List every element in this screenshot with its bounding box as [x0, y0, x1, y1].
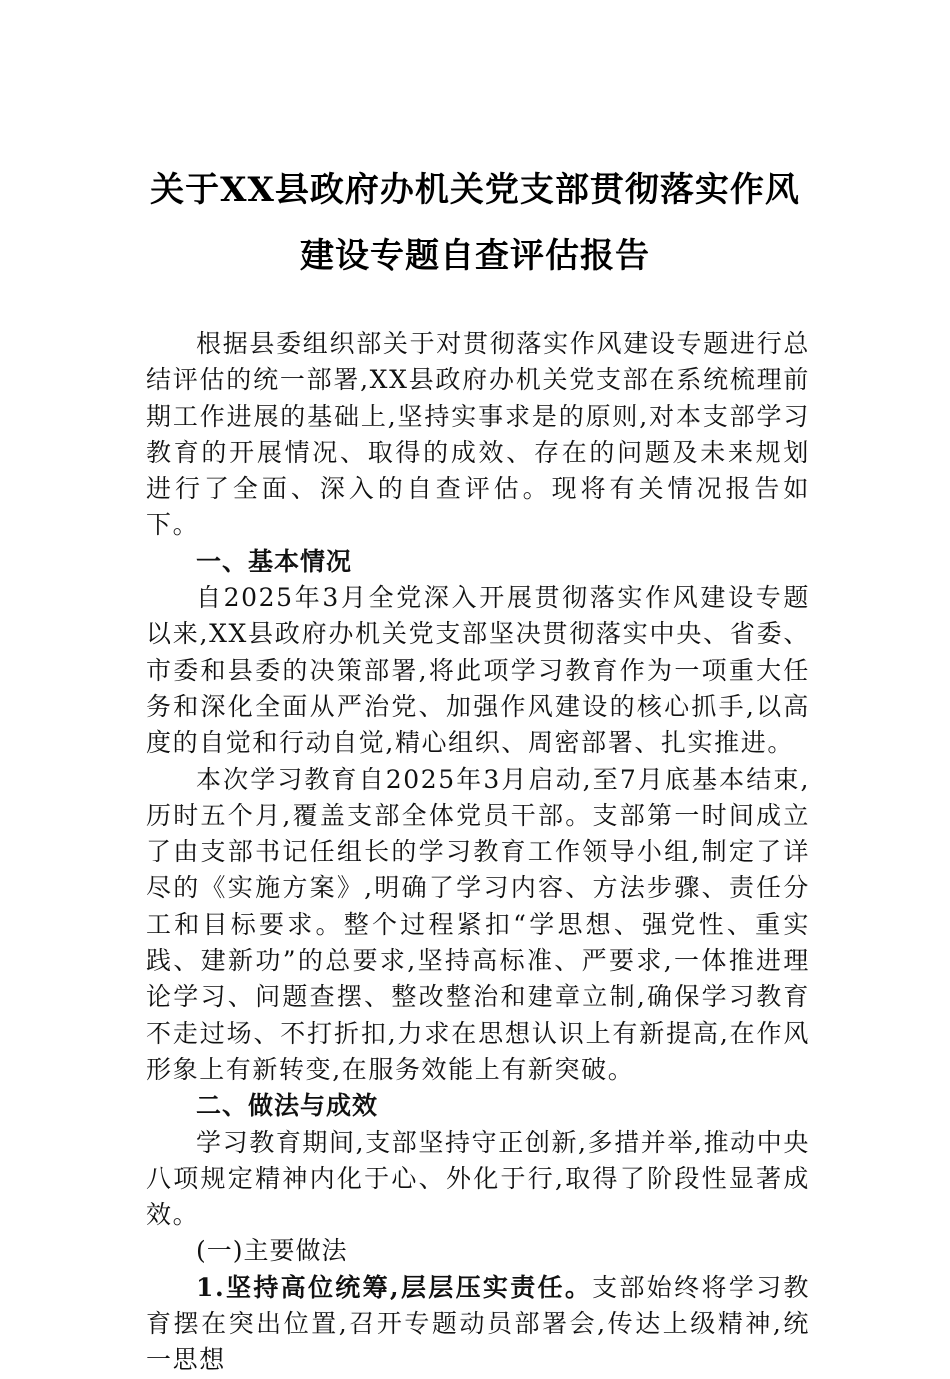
document-body	[146, 326, 810, 1379]
practice-item-1	[146, 1270, 810, 1379]
section-heading-practices-results: 二、做法与成效	[196, 1091, 379, 1121]
basic-situation-paragraph-1: 自2025年3月全党深入开展贯彻落实作风建设专题以来,XX县政府办机关党支部坚决贯彻落实中央、省委、市委和县委的决策部署,将此项学习教育作为一项重大任务和深化全面从严治党、加强作风建设的核心抓手,以高度的自觉和行动自觉,精心组织、周密部署、扎实推进。	[146, 583, 810, 758]
document-title-line-1: 关于XX县政府办机关党支部贯彻落实作风	[150, 170, 800, 210]
subsection-heading-main-practices: (一)主要做法	[196, 1236, 348, 1266]
practice-item-1-text: 支部始终将学习教育摆在突出位置,召开专题动员部署会,传达上级精神,统一思想	[146, 1272, 810, 1375]
practice-item-1-lead: 1.坚持高位统筹,层层压实责任。	[196, 1272, 593, 1302]
basic-situation-paragraph-2: 本次学习教育自2025年3月启动,至7月底基本结束,历时五个月,覆盖支部全体党员干部。支部第一时间成立了由支部书记任组长的学习教育工作领导小组,制定了详尽的《实施方案》,明确了学习内容、方法步骤、责任分工和目标要求。整个过程紧扣“学思想、强党性、重实践、建新功”的总要求,坚持高标准、严要求,一体推进理论学习、问题查摆、整改整治和建章立制,确保学习教育不走过场、不打折扣,力求在思想认识上有新提高,在作风形象上有新转变,在服务效能上有新突破。	[146, 764, 810, 1084]
document-title-line-2: 建设专题自查评估报告	[300, 236, 650, 276]
practices-results-paragraph: 学习教育期间,支部坚持守正创新,多措并举,推动中央八项规定精神内化于心、外化于行,取得了阶段性显著成效。	[146, 1127, 810, 1230]
intro-paragraph: 根据县委组织部关于对贯彻落实作风建设专题进行总结评估的统一部署,XX县政府办机关党支部在系统梳理前期工作进展的基础上,坚持实事求是的原则,对本支部学习教育的开展情况、取得的成效、存在的问题及未来规划进行了全面、深入的自查评估。现将有关情况报告如下。	[146, 329, 810, 540]
section-heading-basic-situation: 一、基本情况	[196, 546, 353, 576]
